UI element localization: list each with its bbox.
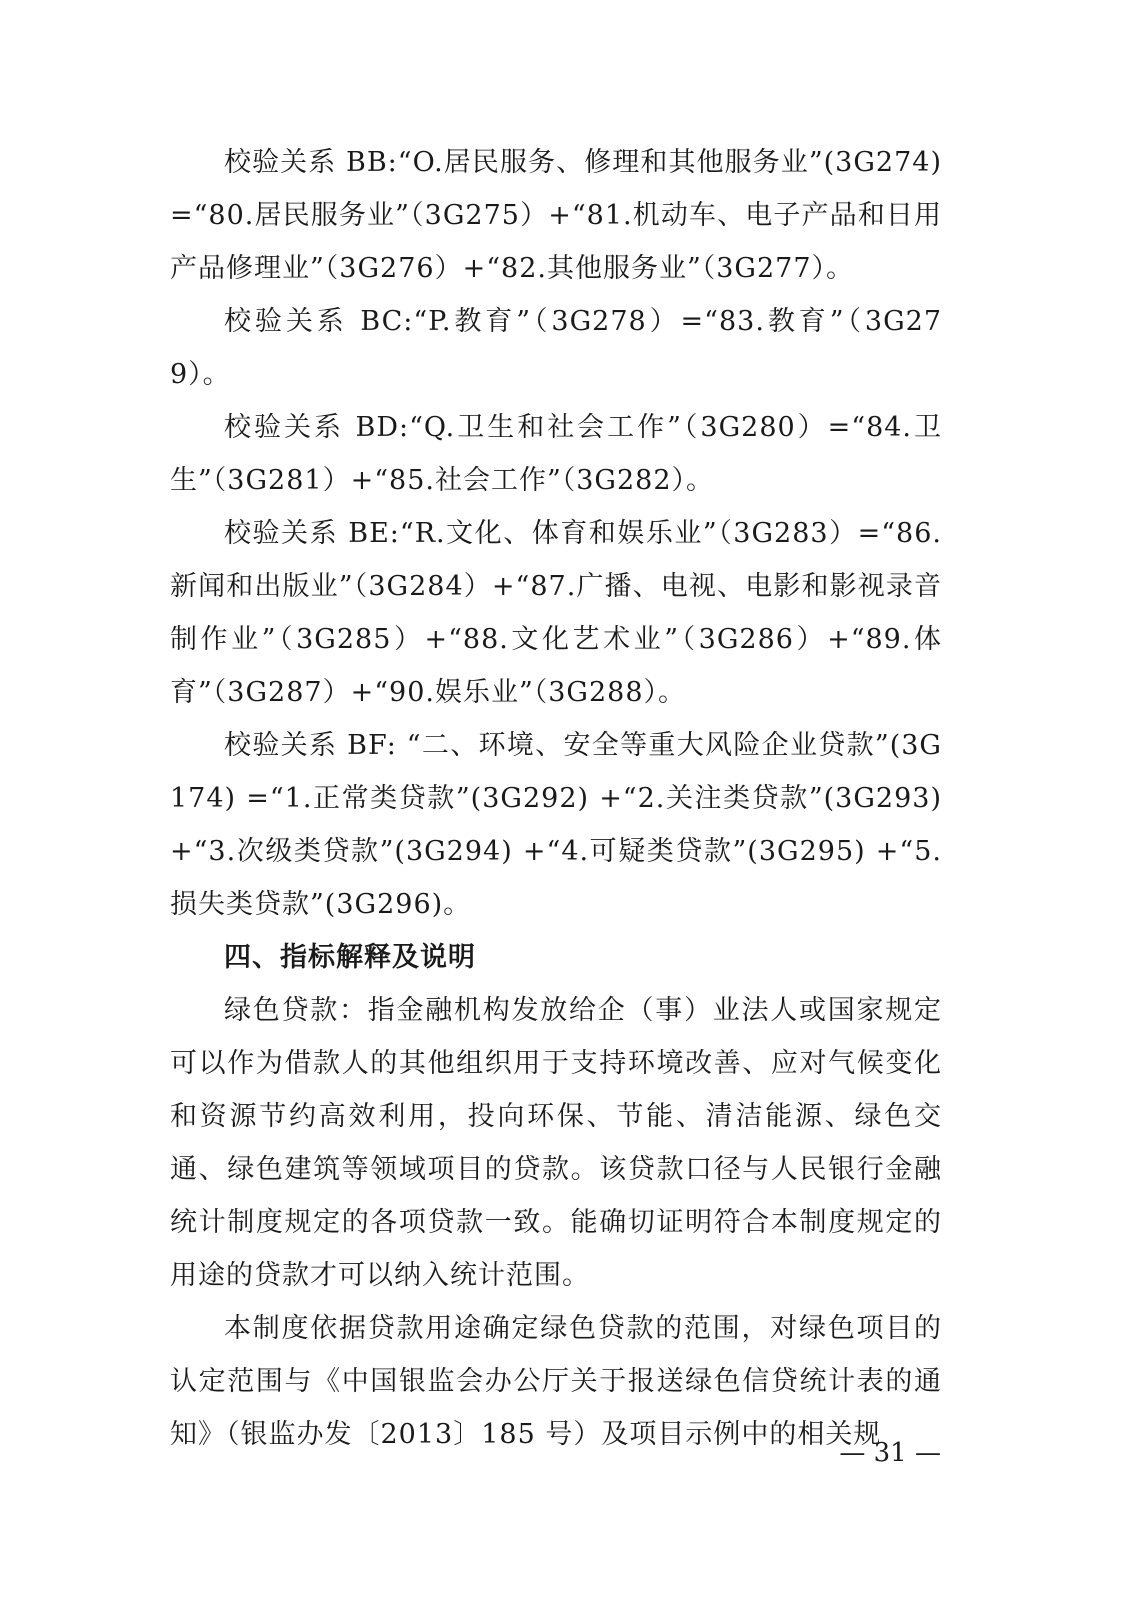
paragraph-check-bf: 校验关系 BF: “二、环境、安全等重大风险企业贷款”(3G174) =“1.正常类贷款”(3G292) +“2.关注类贷款”(3G293)+“3.次级类贷款”(3G294) +“4.可疑类贷款”(3G295) +“5.损失类贷款”(3G296)。 (170, 730, 942, 920)
paragraph-green-loan-definition: 绿色贷款：指金融机构发放给企（事）业法人或国家规定可以作为借款人的其他组织用于支持环境改善、应对气候变化和资源节约高效利用，投向环保、节能、清洁能源、绿色交通、绿色建筑等领域项目的贷款。该贷款口径与人民银行金融统计制度规定的各项贷款一致。能确切证明符合本制度规定的用途的贷款才可以纳入统计范围。 (170, 995, 942, 1291)
paragraph-check-bd: 校验关系 BD:“Q.卫生和社会工作”（3G280）=“84.卫生”（3G281）+“85.社会工作”（3G282）。 (170, 412, 942, 496)
paragraph-green-loan-scope: 本制度依据贷款用途确定绿色贷款的范围，对绿色项目的认定范围与《中国银监会办公厅关于报送绿色信贷统计表的通知》（银监办发〔2013〕185 号）及项目示例中的相关规 (170, 1313, 942, 1450)
paragraph-check-bc: 校验关系 BC:“P.教育”（3G278）=“83.教育”（3G279）。 (170, 306, 942, 390)
paragraph-check-be: 校验关系 BE:“R.文化、体育和娱乐业”（3G283）=“86.新闻和出版业”（3G284）+“87.广播、电视、电影和影视录音制作业”（3G285）+“88.文化艺术业”（3G286）+“89.体育”（3G287）+“90.娱乐业”（3G288）。 (170, 518, 942, 708)
page-number: — 31 — (839, 1438, 941, 1468)
section-heading: 四、指标解释及说明 (224, 942, 476, 973)
document-body (170, 136, 942, 1461)
paragraph-check-bb: 校验关系 BB:“O.居民服务、修理和其他服务业”(3G274)=“80.居民服务业”（3G275）+“81.机动车、电子产品和日用产品修理业”（3G276）+“82.其他服务业”（3G277）。 (170, 147, 942, 284)
